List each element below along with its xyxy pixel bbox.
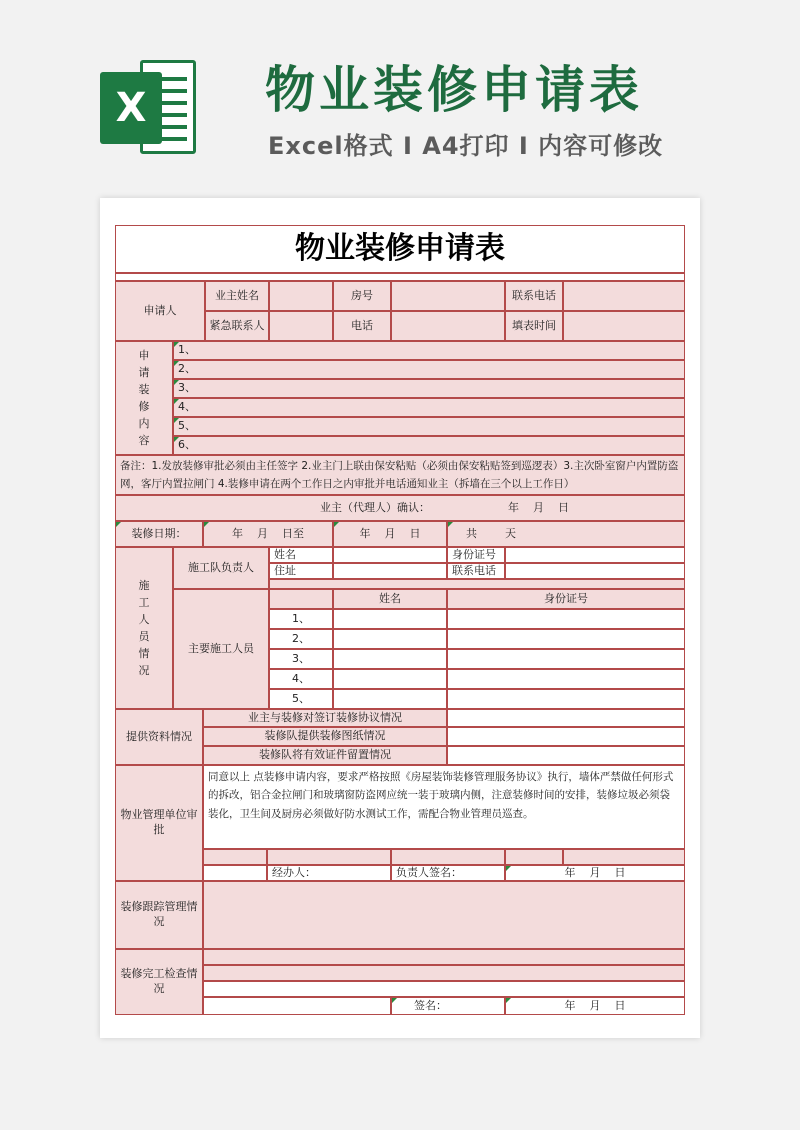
completion-value[interactable] xyxy=(203,981,685,997)
spacer-cell xyxy=(203,849,267,865)
spacer-cell xyxy=(267,849,391,865)
room-label: 房号 xyxy=(333,281,391,311)
completion-value[interactable] xyxy=(203,949,685,965)
date-to[interactable]: 年 月 日 xyxy=(333,521,447,547)
worker-id-value[interactable] xyxy=(447,689,685,709)
fill-time-label: 填表时间 xyxy=(505,311,563,341)
spacer-row xyxy=(269,579,685,589)
worker-col-name: 姓名 xyxy=(333,589,447,609)
contact-phone-value[interactable] xyxy=(563,281,685,311)
leader-id-value[interactable] xyxy=(505,547,685,563)
team-leader-label: 施工队负责人 xyxy=(173,547,269,589)
document-item: 装修队将有效证件留置情况 xyxy=(203,746,447,765)
owner-confirm-date: 年 月 日 xyxy=(508,500,569,514)
content-item[interactable]: 3、 xyxy=(173,379,685,398)
banner-title: 物业装修申请表 xyxy=(265,61,643,119)
excel-letter: X xyxy=(115,85,147,131)
worker-row-index: 4、 xyxy=(269,669,333,689)
approval-date[interactable]: 年 月 日 xyxy=(505,865,685,881)
banner-subtitle: Excel格式 I A4打印 I 内容可修改 xyxy=(268,132,664,160)
banner-header xyxy=(0,0,800,190)
content-item[interactable]: 5、 xyxy=(173,417,685,436)
content-item[interactable]: 6、 xyxy=(173,436,685,455)
leader-name-value[interactable] xyxy=(333,547,447,563)
completion-label: 装修完工检查情况 xyxy=(115,949,203,1015)
approval-label: 物业管理单位审批 xyxy=(115,765,203,881)
owner-name-label: 业主姓名 xyxy=(205,281,269,311)
worker-name-value[interactable] xyxy=(333,669,447,689)
form-title: 物业装修申请表 xyxy=(115,225,685,273)
workers-label: 施 工 人 员 情 况 xyxy=(115,547,173,709)
completion-value[interactable] xyxy=(203,965,685,981)
worker-name-value[interactable] xyxy=(333,629,447,649)
spacer-cell xyxy=(563,849,685,865)
content-item[interactable]: 2、 xyxy=(173,360,685,379)
owner-name-value[interactable] xyxy=(269,281,333,311)
date-from[interactable]: 年 月 日至 xyxy=(203,521,333,547)
document-item-value[interactable] xyxy=(447,746,685,765)
content-item[interactable]: 1、 xyxy=(173,341,685,360)
fill-time-value[interactable] xyxy=(563,311,685,341)
leader-address-label: 住址 xyxy=(269,563,333,579)
worker-row-index: 5、 xyxy=(269,689,333,709)
worker-id-value[interactable] xyxy=(447,609,685,629)
worker-row-index: 2、 xyxy=(269,629,333,649)
owner-confirm-label: 业主（代理人）确认： xyxy=(320,500,430,514)
tracking-label: 装修跟踪管理情况 xyxy=(115,881,203,949)
phone-label: 电话 xyxy=(333,311,391,341)
note-text: 备注：1.发放装修审批必须由主任签字 2.业主门上联由保安粘贴（必须由保安粘贴签到巡逻表）3.主次卧室窗户内置防盗网，客厅内置拉闸门 4.装修申请在两个工作日之内审批并电话通知业主（拆墙在三个以上工作日） xyxy=(115,455,685,495)
application-form xyxy=(115,225,685,1015)
spacer-cell xyxy=(203,997,391,1015)
leader-phone-value[interactable] xyxy=(505,563,685,579)
documents-label: 提供资料情况 xyxy=(115,709,203,765)
content-label: 申 请 装 修 内 容 xyxy=(115,341,173,455)
room-value[interactable] xyxy=(391,281,505,311)
worker-header-blank xyxy=(269,589,333,609)
excel-icon xyxy=(100,58,200,154)
spacer-cell xyxy=(203,865,267,881)
spacer-row xyxy=(115,273,685,281)
completion-date[interactable]: 年 月 日 xyxy=(505,997,685,1015)
spacer-cell xyxy=(505,849,563,865)
leader-name-label: 姓名 xyxy=(269,547,333,563)
leader-id-label: 身份证号 xyxy=(447,547,505,563)
worker-name-value[interactable] xyxy=(333,689,447,709)
worker-id-value[interactable] xyxy=(447,649,685,669)
worker-row-index: 1、 xyxy=(269,609,333,629)
leader-sign-label: 负责人签名： xyxy=(391,865,505,881)
applicant-label: 申请人 xyxy=(115,281,205,341)
approval-text: 同意以上 点装修申请内容，要求严格按照《房屋装饰装修管理服务协议》执行，墙体严禁做任何形式的拆改，铝合金拉闸门和玻璃窗防盗网应统一装于玻璃内侧，注意装修时间的安排，装修垃圾必须袋装化，卫生间及厨房必须做好防水测试工作，需配合物业管理员巡查。 xyxy=(203,765,685,849)
document-item: 业主与装修对签订装修协议情况 xyxy=(203,709,447,727)
document-item-value[interactable] xyxy=(447,727,685,746)
leader-phone-label: 联系电话 xyxy=(447,563,505,579)
worker-id-value[interactable] xyxy=(447,669,685,689)
owner-confirm-row xyxy=(115,495,685,521)
renovation-date-label: 装修日期： xyxy=(115,521,203,547)
worker-name-value[interactable] xyxy=(333,649,447,669)
main-workers-label: 主要施工人员 xyxy=(173,589,269,709)
total-days[interactable]: 共 天 xyxy=(447,521,685,547)
worker-row-index: 3、 xyxy=(269,649,333,669)
leader-address-value[interactable] xyxy=(333,563,447,579)
emergency-contact-value[interactable] xyxy=(269,311,333,341)
tracking-value[interactable] xyxy=(203,881,685,949)
content-item[interactable]: 4、 xyxy=(173,398,685,417)
contact-phone-label: 联系电话 xyxy=(505,281,563,311)
excel-badge xyxy=(100,72,162,144)
completion-sign-label: 签名： xyxy=(391,997,505,1015)
worker-id-value[interactable] xyxy=(447,629,685,649)
worker-name-value[interactable] xyxy=(333,609,447,629)
document-item-value[interactable] xyxy=(447,709,685,727)
handler-label: 经办人： xyxy=(267,865,391,881)
spacer-cell xyxy=(391,849,505,865)
document-item: 装修队提供装修图纸情况 xyxy=(203,727,447,746)
emergency-contact-label: 紧急联系人 xyxy=(205,311,269,341)
worker-col-id: 身份证号 xyxy=(447,589,685,609)
phone-value[interactable] xyxy=(391,311,505,341)
